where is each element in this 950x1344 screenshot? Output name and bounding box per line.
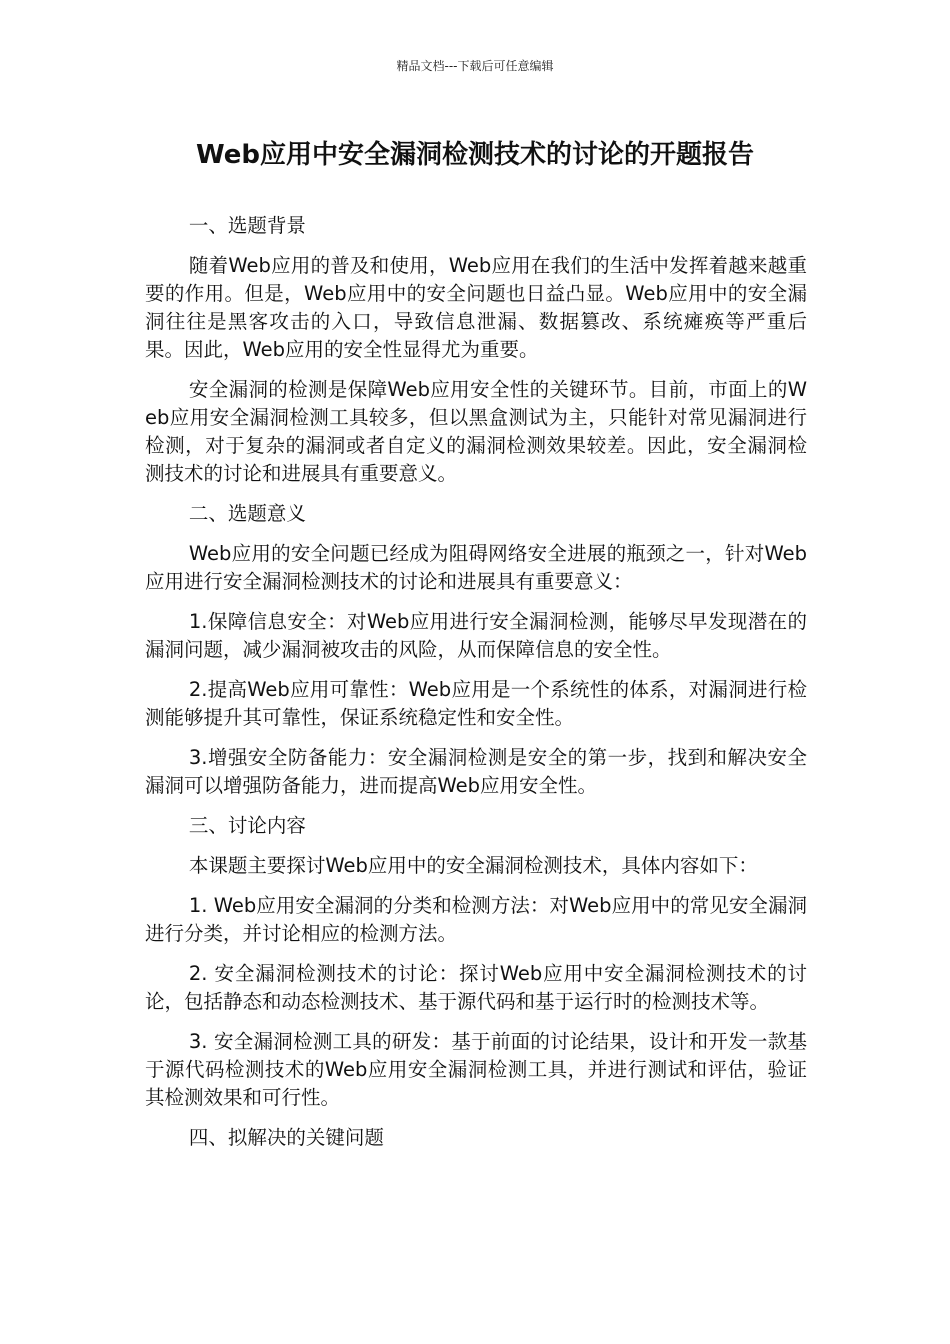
section-heading-key-problems: 四、拟解决的关键问题 bbox=[188, 1126, 384, 1149]
list-item-significance-3: 3.增强安全防备能力：安全漏洞检测是安全的第一步，找到和解决安全漏洞可以增强防备能力，进而提高Web应用安全性。 bbox=[145, 746, 807, 797]
list-item-content-3: 3. 安全漏洞检测工具的研发：基于前面的讨论结果，设计和开发一款基于源代码检测技术的Web应用安全漏洞检测工具，并进行测试和评估，验证其检测效果和可行性。 bbox=[145, 1030, 807, 1109]
paragraph-content-intro: 本课题主要探讨Web应用中的安全漏洞检测技术，具体内容如下： bbox=[188, 854, 758, 877]
paragraph-background-1: 随着Web应用的普及和使用，Web应用在我们的生活中发挥着越来越重要的作用。但是，Web应用中的安全问题也日益凸显。Web应用中的安全漏洞往往是黑客攻击的入口，导致信息泄漏、数据篡改、系统瘫痪等严重后果。因此，Web应用的安全性显得尤为重要。 bbox=[145, 254, 807, 361]
document-body bbox=[145, 212, 807, 1164]
list-item-content-2: 2. 安全漏洞检测技术的讨论：探讨Web应用中安全漏洞检测技术的讨论，包括静态和动态检测技术、基于源代码和基于运行时的检测技术等。 bbox=[145, 962, 807, 1013]
paragraph-background-2: 安全漏洞的检测是保障Web应用安全性的关键环节。目前，市面上的Web应用安全漏洞检测工具较多，但以黑盒测试为主，只能针对常见漏洞进行检测，对于复杂的漏洞或者自定义的漏洞检测效果较差。因此，安全漏洞检测技术的讨论和进展具有重要意义。 bbox=[145, 378, 807, 485]
list-item-significance-1: 1.保障信息安全：对Web应用进行安全漏洞检测，能够尽早发现潜在的漏洞问题，减少漏洞被攻击的风险，从而保障信息的安全性。 bbox=[145, 610, 807, 661]
section-heading-significance: 二、选题意义 bbox=[188, 502, 306, 525]
section-heading-content: 三、讨论内容 bbox=[188, 814, 306, 837]
section-heading-background: 一、选题背景 bbox=[188, 214, 306, 237]
paragraph-significance-intro: Web应用的安全问题已经成为阻碍网络安全进展的瓶颈之一，针对Web应用进行安全漏洞检测技术的讨论和进展具有重要意义： bbox=[145, 542, 807, 593]
document-title: Web应用中安全漏洞检测技术的讨论的开题报告 bbox=[196, 140, 754, 170]
header-note: 精品文档---下载后可任意编辑 bbox=[396, 59, 554, 73]
list-item-significance-2: 2.提高Web应用可靠性：Web应用是一个系统性的体系，对漏洞进行检测能够提升其可靠性，保证系统稳定性和安全性。 bbox=[145, 678, 807, 729]
list-item-content-1: 1. Web应用安全漏洞的分类和检测方法：对Web应用中的常见安全漏洞进行分类，并讨论相应的检测方法。 bbox=[145, 894, 807, 945]
